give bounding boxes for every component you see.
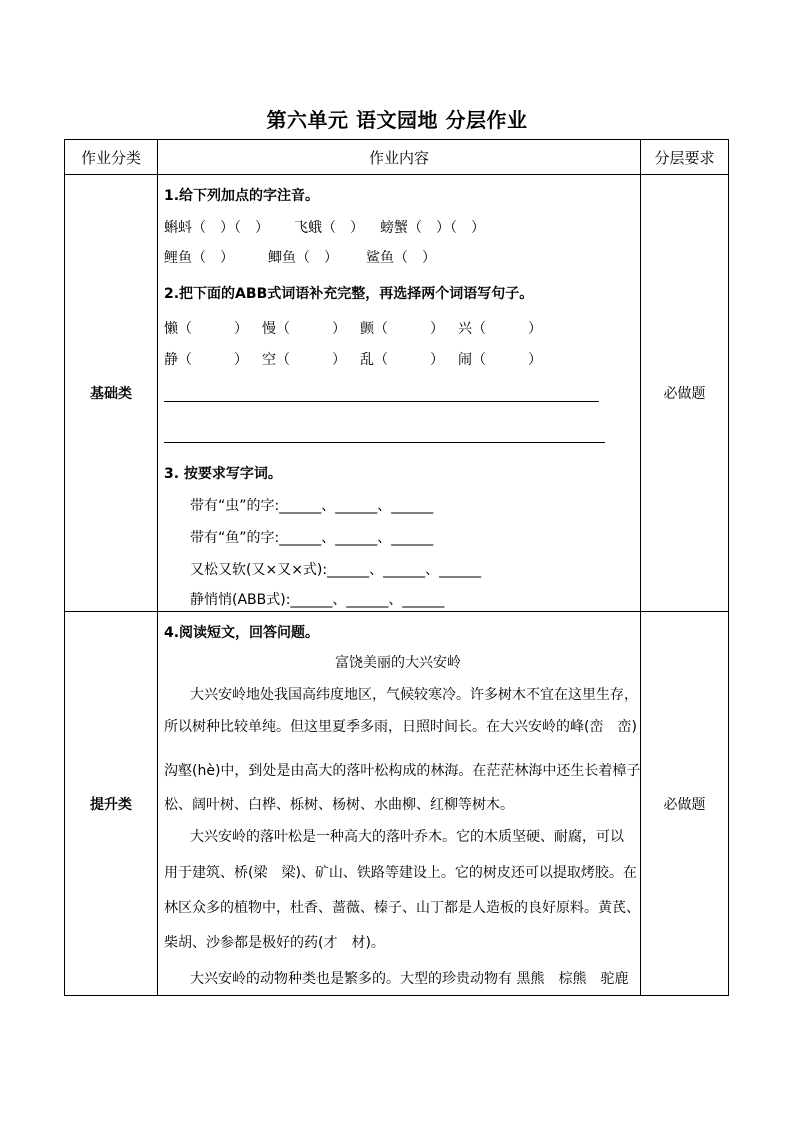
q2-item: 慢（ ） bbox=[262, 321, 346, 337]
q2-item: 颤（ ） bbox=[360, 321, 444, 337]
passage-line: 大兴安岭地处我国高纬度地区，气候较寒冷。许多树木不宜在这里生存， bbox=[190, 687, 638, 703]
basic-content bbox=[158, 175, 641, 612]
passage-line: 柴胡、沙参都是极好的药(才 材)。 bbox=[164, 935, 385, 951]
advanced-category: 提升类 bbox=[65, 612, 158, 996]
q2-item: 空（ ） bbox=[262, 352, 346, 368]
q2-title: 2.把下面的ABB式词语补充完整，再选择两个词语写句子。 bbox=[164, 286, 534, 302]
passage-line: 沟壑(hè)中，到处是由高大的落叶松构成的林海。在茫茫林海中还生长着樟子 bbox=[164, 763, 641, 779]
writing-line bbox=[164, 401, 599, 402]
q1-item: 鲫鱼（ ） bbox=[268, 250, 338, 266]
table-header-row bbox=[65, 140, 729, 175]
advanced-content bbox=[158, 612, 641, 996]
q4-title: 4.阅读短文，回答问题。 bbox=[164, 625, 320, 641]
passage-line: 所以树种比较单纯。但这里夏季多雨，日照时间长。在大兴安岭的峰(峦 峦) bbox=[164, 719, 637, 735]
q3-line: 带有“鱼”的字:______、______、______ bbox=[190, 530, 434, 546]
q2-item: 静（ ） bbox=[164, 352, 248, 368]
q1-item: 飞蛾（ ） bbox=[294, 220, 364, 236]
q1-item: 螃蟹（ ）（ ） bbox=[380, 220, 485, 236]
basic-row bbox=[65, 175, 729, 612]
advanced-row bbox=[65, 612, 729, 996]
q1-item: 鲤鱼（ ） bbox=[164, 250, 234, 266]
basic-category: 基础类 bbox=[65, 175, 158, 612]
writing-line bbox=[164, 442, 605, 443]
advanced-requirement: 必做题 bbox=[641, 612, 729, 996]
q2-item: 懒（ ） bbox=[164, 321, 248, 337]
q2-item: 乱（ ） bbox=[360, 352, 444, 368]
q3-line: 带有“虫”的字:______、______、______ bbox=[190, 498, 434, 514]
page-title: 第六单元 语文园地 分层作业 bbox=[266, 108, 528, 132]
header-content: 作业内容 bbox=[158, 140, 641, 175]
q2-item: 兴（ ） bbox=[458, 321, 542, 337]
q2-item: 闹（ ） bbox=[458, 352, 542, 368]
passage-line: 林区众多的植物中，杜香、蔷薇、榛子、山丁都是人造板的良好原料。黄芪、 bbox=[164, 900, 640, 916]
passage-line: 用于建筑、桥(梁 梁)、矿山、铁路等建设上。它的树皮还可以提取烤胶。在 bbox=[164, 865, 637, 881]
header-requirement: 分层要求 bbox=[641, 140, 729, 175]
header-category: 作业分类 bbox=[65, 140, 158, 175]
q1-item: 蝌蚪（ ）（ ） bbox=[164, 220, 269, 236]
passage-line: 松、阔叶树、白桦、栎树、杨树、水曲柳、红柳等树木。 bbox=[164, 797, 514, 813]
q3-line: 又松又软(又×又×式):______、______、______ bbox=[190, 562, 482, 578]
q1-item: 鲨鱼（ ） bbox=[366, 250, 436, 266]
q3-title: 3. 按要求写字词。 bbox=[164, 466, 282, 482]
passage-line: 大兴安岭的落叶松是一种高大的落叶乔木。它的木质坚硬、耐腐，可以 bbox=[190, 829, 624, 845]
q1-title: 1.给下列加点的字注音。 bbox=[164, 188, 320, 204]
homework-table bbox=[64, 139, 729, 996]
basic-requirement: 必做题 bbox=[641, 175, 729, 612]
passage-line: 大兴安岭的动物种类也是繁多的。大型的珍贵动物有 黑熊 棕熊 驼鹿 bbox=[190, 971, 629, 987]
passage-title: 富饶美丽的大兴安岭 bbox=[335, 655, 461, 671]
q3-line: 静悄悄(ABB式):______、______、______ bbox=[190, 592, 445, 608]
